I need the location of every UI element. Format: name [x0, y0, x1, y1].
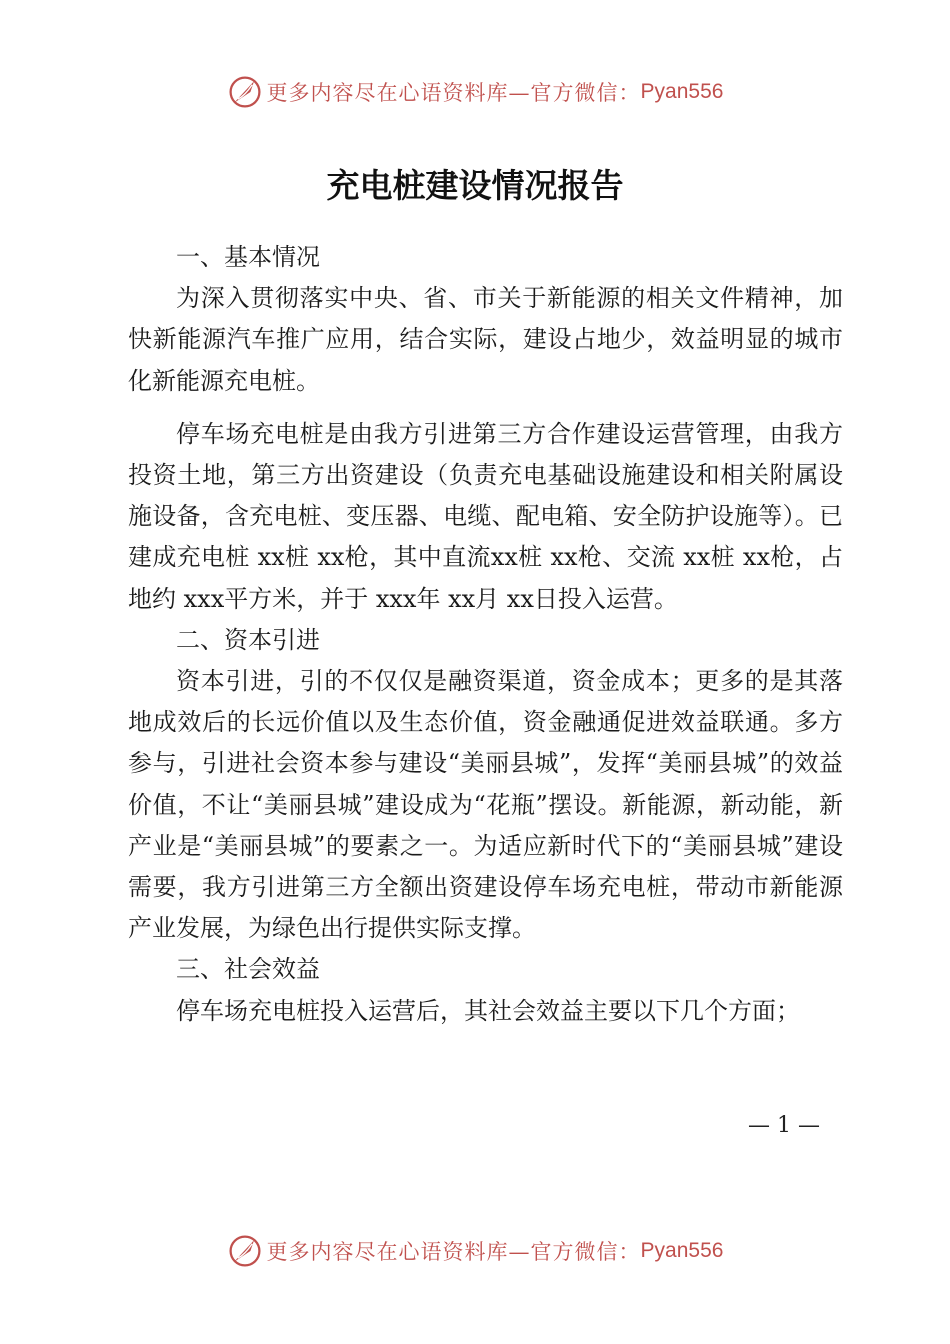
section-heading: 二、资本引进: [176, 625, 320, 654]
paragraph: 停车场充电桩是由我方引进第三方合作建设运营管理，由我方投资土地，第三方出资建设（负责充电基础设施建设和相关附属设施设备，含充电桩、变压器、电缆、配电箱、安全防护设施等）。已建成充电桩 xx桩 xx枪，其中直流xx桩 xx枪、交流 xx桩 xx枪，占地约 xxx平方米，并于 xxx年 xx月 xx日投入运营。: [128, 419, 843, 613]
section-heading: 三、社会效益: [176, 955, 320, 984]
footer-watermark-banner: [0, 1233, 950, 1269]
banner-text: 更多内容尽在心语资料库—官方微信：: [266, 81, 641, 105]
banner-text: 更多内容尽在心语资料库—官方微信：: [266, 1240, 641, 1264]
page-number: — 1 —: [748, 1113, 820, 1138]
quill-circle-logo-icon: [227, 1233, 263, 1269]
document-title: 充电桩建设情况报告: [326, 166, 624, 205]
banner-wechat-id: Pyan556: [640, 1239, 724, 1262]
paragraph: 为深入贯彻落实中央、省、市关于新能源的相关文件精神，加快新能源汽车推广应用，结合实际，建设占地少，效益明显的城市化新能源充电桩。: [128, 284, 843, 395]
header-watermark-banner: [0, 74, 950, 110]
section-heading: 一、基本情况: [176, 243, 320, 271]
document-body: [128, 237, 843, 1032]
paragraph: 资本引进，引的不仅仅是融资渠道，资金成本；更多的是其落地成效后的长远价值以及生态价值，资金融通促进效益联通。多方参与，引进社会资本参与建设“美丽县城”，发挥“美丽县城”的效益价值，不让“美丽县城”建设成为“花瓶”摆设。新能源，新动能，新产业是“美丽县城”的要素之一。为适应新时代下的“美丽县城”建设需要，我方引进第三方全额出资建设停车场充电桩，带动市新能源产业发展，为绿色出行提供实际支撑。: [128, 667, 843, 943]
paragraph: 停车场充电桩投入运营后，其社会效益主要以下几个方面；: [176, 996, 800, 1025]
quill-circle-logo-icon: [227, 74, 263, 110]
banner-wechat-id: Pyan556: [640, 80, 724, 103]
